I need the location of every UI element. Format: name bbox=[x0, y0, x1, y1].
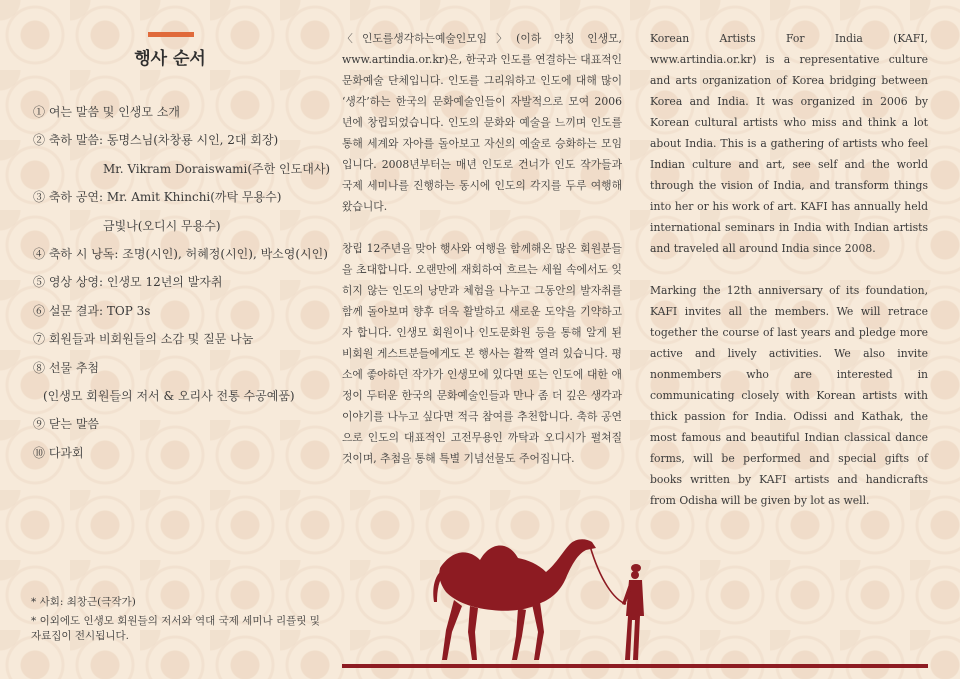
exhibit-note: * 이외에도 인생모 회원들의 저서와 역대 국제 세미나 리플릿 및 자료집이 전시됩니다. bbox=[31, 615, 320, 642]
korean-paragraph-2: 창립 12주년을 맞아 행사와 여행을 함께해온 많은 회원분들을 초대합니다. 오랜만에 재회하여 흐르는 세월 속에서도 잊히지 않는 인도의 낭만과 체험을 나누고 그동안의 발자취를 함께 돌아보며 향후 더욱 활발하고 새로운 도약을 기약하고자 합니다. 인생모 회원이나 인도문화원 등을 통해 알게 된 비회원 게스트분들에게도 본 행사는 활짝 열려 있습니다. 평소에 좋아하던 작가가 인생모에 있다면 또는 인도에 대한 애정이 두터운 한국의 문화예술인들과 만나 좀 더 깊은 생각과 이야기를 나누고 싶다면 적극 참여를 추천합니다. 축하 공연으로 인도의 대표적인 고전무용인 까탁과 오디시가 펼쳐질 것이며, 추첨을 통해 특별 기념선물도 주어집니다. bbox=[342, 242, 622, 465]
footnotes bbox=[31, 595, 331, 644]
program-item-8: ⑧ 선물 추첨 bbox=[33, 360, 99, 375]
english-intro bbox=[650, 28, 928, 532]
program-item-10: ⑩ 다과회 bbox=[33, 445, 84, 460]
program-item-2-guest: Mr. Vikram Doraiswami(주한 인도대사) bbox=[103, 161, 331, 176]
program-item-3-dancer: 금빛나(오디시 무용수) bbox=[103, 218, 221, 233]
camel-and-herder-illustration bbox=[400, 520, 660, 665]
program-item-3: ③ 축하 공연: Mr. Amit Khinchi(까탁 무용수) bbox=[33, 190, 282, 205]
program-item-8-detail: (인생모 회원들의 저서 & 오리사 전통 수공예품) bbox=[43, 389, 295, 404]
program-item-1: ① 여는 말씀 및 인생모 소개 bbox=[33, 105, 180, 119]
english-paragraph-2: Marking the 12th anniversary of its foundation, KAFI invites all the members. We will retrace together the course of last years and pledge more active and lively activities. We also invite nonmembers who are interested in communicating closely with Korean artists with thick passion for India. Odissi and Kathak, the most famous and beautiful Indian classical dance forms, will be performed and special gifts of books written by KAFI artists and handicrafts from Odisha will be given by lot as well. bbox=[650, 284, 928, 507]
program-item-5: ⑤ 영상 상영: 인생모 12년의 발자취 bbox=[33, 275, 223, 290]
program-item-4: ④ 축하 시 낭독: 조명(시인), 허혜정(시인), 박소영(시인) bbox=[33, 247, 328, 262]
korean-intro bbox=[342, 28, 622, 490]
korean-paragraph-1: 〈인도를생각하는예술인모임〉(이하 약칭 인생모, www.artindia.or.kr)은, 한국과 인도를 연결하는 대표적인 문화예술 단체입니다. 인도를 그리워하고 인도에 대해 많이 ‘생각’하는 한국의 문화예술인들이 자발적으로 모여 2006년에 창립되었습니다. 인도의 문화와 예술을 느끼며 인도를 통해 세계와 자아를 돌아보고 자신의 예술로 승화하는 모임입니다. 2008년부터는 매년 인도로 건너가 인도 작가들과 국제 세미나를 진행하는 동시에 인도의 각지를 두루 여행해왔습니다. bbox=[342, 32, 622, 213]
title-accent-bar bbox=[148, 32, 194, 37]
program-item-6: ⑥ 설문 결과: TOP 3s bbox=[33, 303, 151, 318]
program-list bbox=[33, 101, 333, 464]
program-item-2: ② 축하 말씀: 동명스님(차창룡 시인, 2대 회장) bbox=[33, 133, 279, 148]
host-note: * 사회: 최창근(극작가) bbox=[31, 596, 136, 608]
program-title: 행사 순서 bbox=[134, 49, 206, 69]
english-paragraph-1: Korean Artists For India (KAFI, www.artindia.or.kr) is a representative culture and arts organization of Korea bridging between Korea and India. It was organized in 2006 by Korean cultural artists who miss and think a lot about India. This is a gathering of artists who feel Indian culture and art, see self and the world through the vision of India, and transform things into her or his work of art. KAFI has annually held international seminars in India with Indian artists and traveled all around India since 2008. bbox=[650, 32, 928, 255]
ground-line bbox=[342, 664, 928, 668]
program-item-9: ⑨ 닫는 말씀 bbox=[33, 417, 99, 432]
program-item-7: ⑦ 회원들과 비회원들의 소감 및 질문 나눔 bbox=[33, 332, 254, 347]
